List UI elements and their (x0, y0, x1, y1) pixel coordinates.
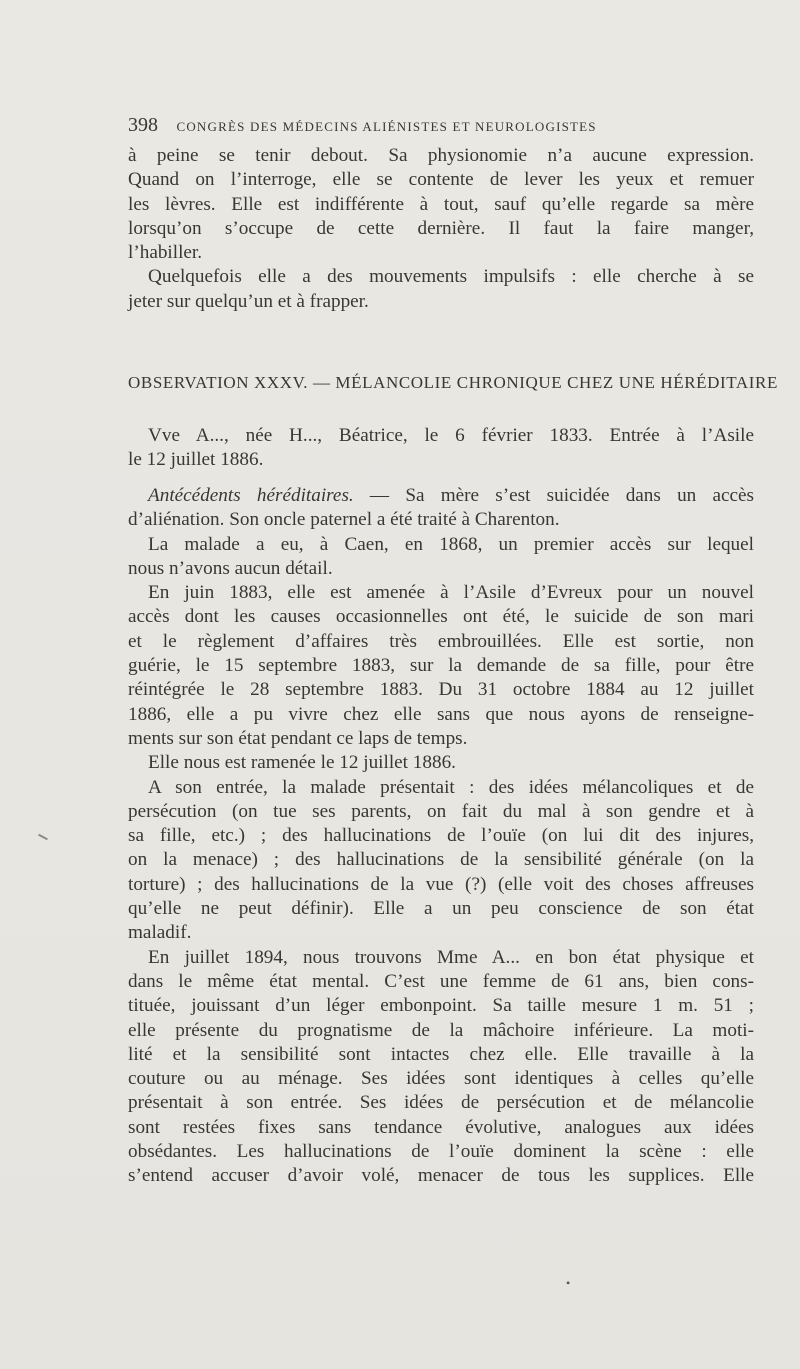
text-line: qu’elle ne peut définir). Elle a un peu conscience de son état (128, 898, 754, 920)
text-line: jeter sur quelqu’un et à frapper. (128, 290, 369, 312)
text-line: et le règlement d’affaires très embrouillées. Elle est sortie, non (128, 630, 754, 652)
text-line: présentait à son entrée. Ses idées de persécution et de mélancolie (128, 1092, 754, 1114)
text-line: s’entend accuser d’avoir volé, menacer de tous les supplices. Elle (128, 1165, 754, 1187)
paragraph-block-3 (128, 484, 754, 1189)
text-line: Vve A..., née H..., Béatrice, le 6 février 1833. Entrée à l’Asile (148, 425, 754, 446)
text-line: le 12 juillet 1886. (128, 449, 264, 471)
paragraph-block-1 (128, 144, 754, 314)
text-line: ments sur son état pendant ce laps de temps. (128, 727, 468, 749)
ink-dot-icon: • (566, 1276, 571, 1290)
text-line: Quelquefois elle a des mouvements impulsifs : elle cherche à se (148, 266, 754, 288)
text-line: 1886, elle a pu vivre chez elle sans que nous ayons de renseigne- (128, 703, 754, 725)
text-line: couture ou au ménage. Ses idées sont identiques à celles qu’elle (128, 1068, 754, 1090)
italic-lead: Antécédents héréditaires. (148, 485, 354, 506)
text-line: nous n’avons aucun détail. (128, 557, 333, 579)
text-line: tituée, jouissant d’un léger embonpoint. Sa taille mesure 1 m. 51 ; (128, 995, 754, 1017)
text-line: obsédantes. Les hallucinations de l’ouïe dominent la scène : elle (128, 1141, 754, 1163)
text-line: on la menace) ; des hallucinations de la sensibilité générale (on la (128, 849, 754, 871)
paragraph-block-2 (128, 424, 754, 473)
text-line: elle présente du prognatisme de la mâchoire inférieure. La moti- (128, 1019, 754, 1041)
text-line: Antécédents héréditaires. — Sa mère s’est suicidée dans un accès (148, 485, 754, 506)
text-line: En juin 1883, elle est amenée à l’Asile d’Evreux pour un nouvel (148, 582, 754, 604)
text-line: sa fille, etc.) ; des hallucinations de l’ouïe (on lui dit des injures, (128, 825, 754, 847)
running-title: CONGRÈS DES MÉDECINS ALIÉNISTES ET NEUROLOGISTES (176, 119, 597, 134)
observation-heading: OBSERVATION XXXV. — MÉLANCOLIE CHRONIQUE CHEZ UNE HÉRÉDITAIRE (128, 373, 778, 392)
text-line: A son entrée, la malade présentait : des idées mélancoliques et de (148, 776, 754, 798)
text-line: La malade a eu, à Caen, en 1868, un premier accès sur lequel (148, 533, 754, 555)
text-line: d’aliénation. Son oncle paternel a été traité à Charenton. (128, 509, 560, 531)
text-line: à peine se tenir debout. Sa physionomie n’a aucune expression. (128, 145, 754, 166)
text-line: réintégrée le 28 septembre 1883. Du 31 octobre 1884 au 12 juillet (128, 679, 754, 701)
text-line: maladif. (128, 922, 192, 944)
margin-mark-icon (38, 834, 48, 840)
text-line: sont restées fixes sans tendance évolutive, analogues aux idées (128, 1116, 754, 1138)
text-line: torture) ; des hallucinations de la vue (?) (elle voit des choses affreuses (128, 873, 754, 895)
text-line: dans le même état mental. C’est une femme de 61 ans, bien cons- (128, 970, 754, 992)
text-line: les lèvres. Elle est indifférente à tout, sauf qu’elle regarde sa mère (128, 193, 754, 215)
text-line: En juillet 1894, nous trouvons Mme A... en bon état physique et (148, 946, 754, 968)
page-number: 398 (128, 114, 158, 136)
text-line: lorsqu’on s’occupe de cette dernière. Il faut la faire manger, (128, 217, 754, 239)
text-line: Quand on l’interroge, elle se contente de lever les yeux et remuer (128, 169, 754, 191)
text-line: persécution (on tue ses parents, on fait du mal à son gendre et à (128, 800, 754, 822)
text-line: lité et la sensibilité sont intactes chez elle. Elle travaille à la (128, 1043, 754, 1065)
text-line: Elle nous est ramenée le 12 juillet 1886. (148, 752, 456, 774)
running-header (128, 114, 758, 137)
text-line: guérie, le 15 septembre 1883, sur la demande de sa fille, pour être (128, 655, 754, 677)
text-line: accès dont les causes occasionnelles ont été, le suicide de son mari (128, 606, 754, 628)
text-line: l’habiller. (128, 242, 203, 264)
